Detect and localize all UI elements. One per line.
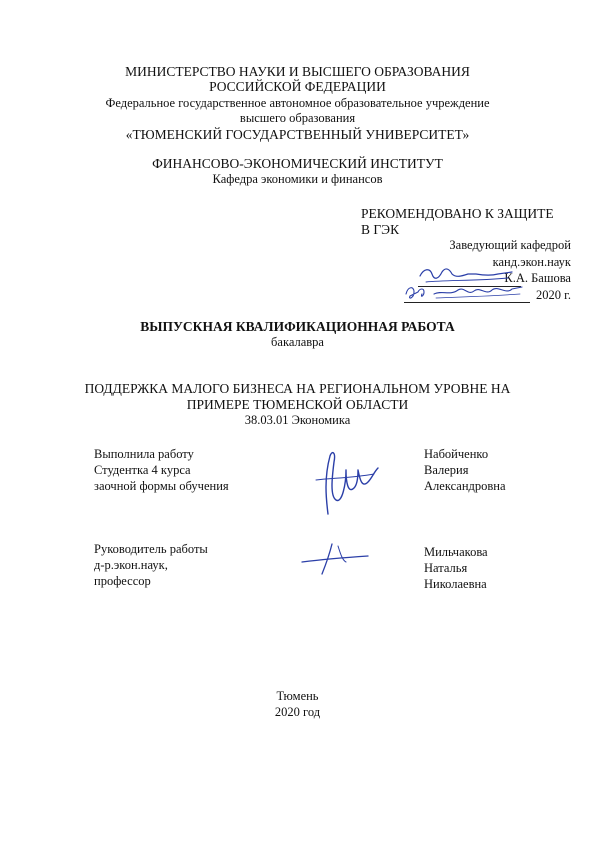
- department-name: Кафедра экономики и финансов: [212, 172, 383, 186]
- head-name: К.А. Башова: [504, 271, 571, 285]
- approval-line2: В ГЭК: [361, 222, 400, 237]
- work-type: ВЫПУСКНАЯ КВАЛИФИКАЦИОННАЯ РАБОТА: [140, 319, 455, 334]
- approval-line1: РЕКОМЕНДОВАНО К ЗАЩИТЕ: [361, 206, 554, 221]
- author-signature: [302, 448, 382, 520]
- supervisor-label3: профессор: [94, 574, 151, 588]
- institution-type-line2: высшего образования: [239, 111, 356, 125]
- work-level: бакалавра: [271, 335, 324, 349]
- work-title-line2: ПРИМЕРЕ ТЮМЕНСКОЙ ОБЛАСТИ: [186, 397, 409, 412]
- head-title: Заведующий кафедрой: [449, 238, 571, 252]
- author-label2: Студентка 4 курса: [94, 463, 191, 477]
- supervisor-surname: Мильчакова: [424, 545, 488, 559]
- city: Тюмень: [276, 689, 319, 703]
- supervisor-firstname: Наталья: [424, 561, 468, 575]
- handwritten-date: [402, 278, 526, 304]
- ministry-line: МИНИСТЕРСТВО НАУКИ И ВЫСШЕГО ОБРАЗОВАНИЯ: [125, 64, 470, 79]
- author-label1: Выполнила работу: [94, 447, 194, 461]
- year: 2020 год: [274, 705, 321, 719]
- institute-name: ФИНАНСОВО-ЭКОНОМИЧЕСКИЙ ИНСТИТУТ: [152, 156, 443, 171]
- institution-type-line1: Федеральное государственное автономное образовательное учреждение: [105, 96, 490, 110]
- head-degree: канд.экон.наук: [492, 255, 571, 269]
- author-surname: Набойченко: [424, 447, 489, 461]
- supervisor-label1: Руководитель работы: [94, 542, 208, 556]
- federation-line: РОССИЙСКОЙ ФЕДЕРАЦИИ: [209, 79, 386, 94]
- supervisor-label2: д-р.экон.наук,: [94, 558, 168, 572]
- university-name: «ТЮМЕНСКИЙ ГОСУДАРСТВЕННЫЙ УНИВЕРСИТЕТ»: [125, 127, 470, 142]
- supervisor-patronymic: Николаевна: [424, 577, 487, 591]
- author-patronymic: Александровна: [424, 479, 506, 493]
- approval-year: 2020 г.: [536, 288, 571, 302]
- work-title-line1: ПОДДЕРЖКА МАЛОГО БИЗНЕСА НА РЕГИОНАЛЬНОМ УРОВНЕ НА: [84, 381, 511, 396]
- author-firstname: Валерия: [424, 463, 469, 477]
- author-label3: заочной формы обучения: [94, 479, 229, 493]
- supervisor-signature: [298, 538, 372, 578]
- specialty-code: 38.03.01 Экономика: [244, 413, 351, 427]
